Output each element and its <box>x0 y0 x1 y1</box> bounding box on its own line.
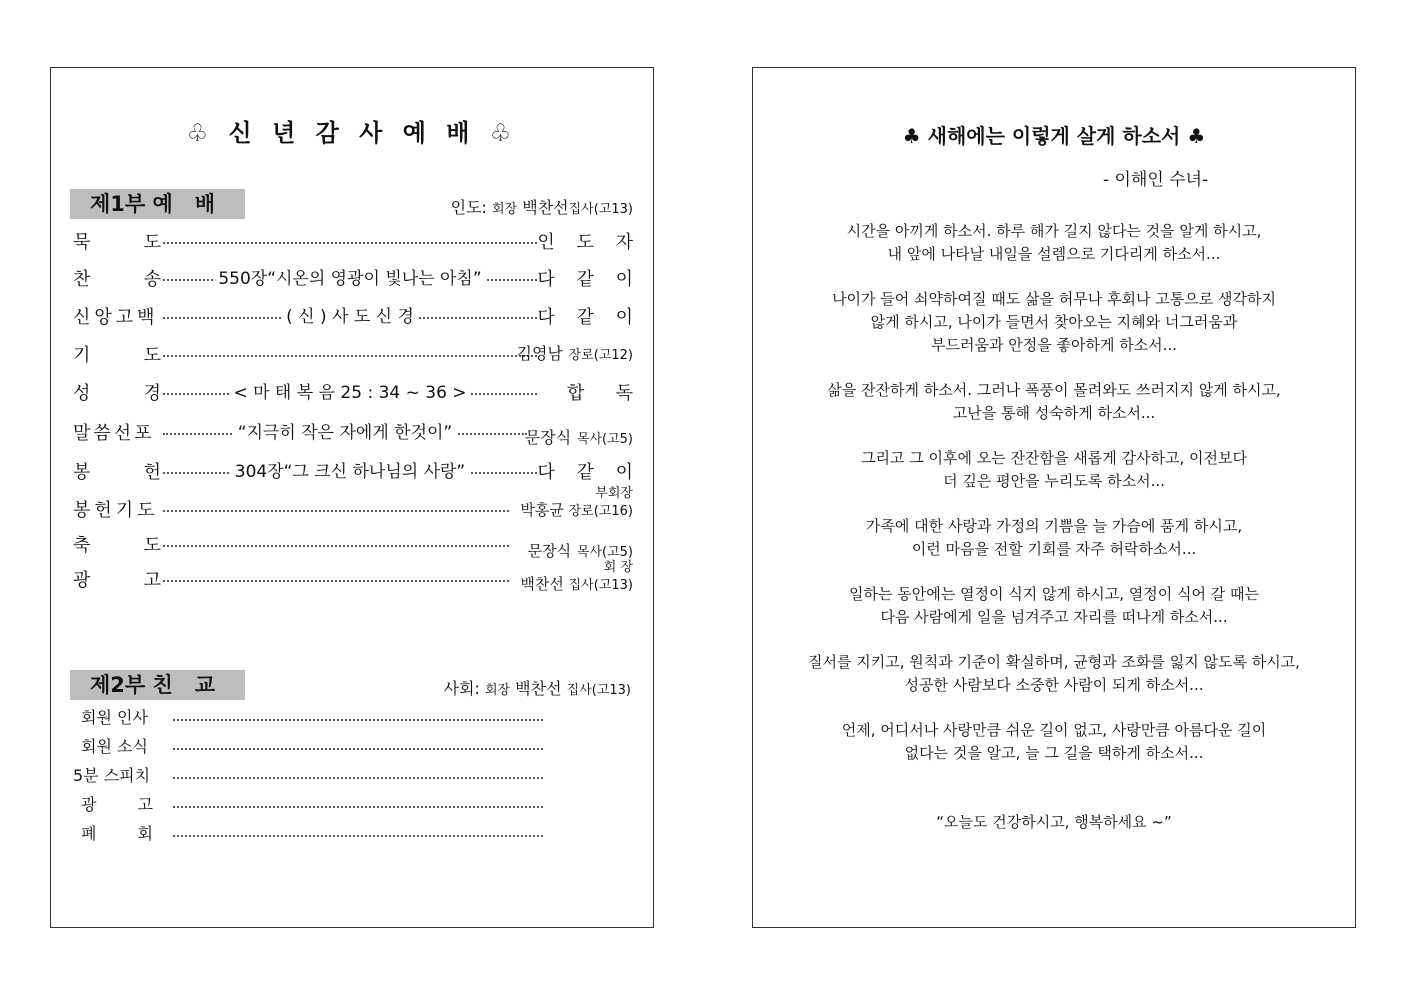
poem-line: 삶을 잔잔하게 하소서. 그러나 폭풍이 몰려와도 쓰러지지 않게 하시고, <box>827 381 1281 399</box>
poem-line: 고난을 통해 성숙하게 하소서... <box>952 404 1156 422</box>
part1-heading: 제1부 예 배 <box>70 189 245 219</box>
poem-paragraph <box>753 288 1355 357</box>
poem-line: 더 깊은 평안을 누리도록 하소서... <box>943 472 1165 490</box>
fellowship-label: 회원 소식 <box>81 737 148 756</box>
poem-closing <box>753 811 1355 834</box>
order-label <box>73 228 161 254</box>
fellowship-row <box>73 821 543 845</box>
order-row-creed <box>73 303 641 329</box>
leader-dots <box>173 777 543 779</box>
poem-paragraph <box>753 220 1355 266</box>
poem-line: 않게 하시고, 나이가 들면서 찾아오는 지혜와 너그러움과 <box>870 313 1238 331</box>
order-row-prayer <box>73 341 633 367</box>
order-right: 부회장 박홍균 장로(고16) <box>520 486 633 519</box>
leader-name: 백찬선 <box>515 679 562 698</box>
part1-leader <box>451 195 633 218</box>
leader-dots <box>163 242 537 244</box>
poem-author: - 이해인 수녀- <box>1103 170 1209 190</box>
order-right: 문장식 목사(고5) <box>524 428 633 447</box>
leader-name: 백찬선 <box>522 198 569 217</box>
poem-line: 그리고 그 이후에 오는 잔잔함을 새롭게 감사하고, 이전보다 <box>861 449 1247 467</box>
order-row-silent-prayer <box>73 228 641 254</box>
poem-paragraph <box>753 515 1355 561</box>
order-row-hymn <box>73 265 641 291</box>
order-label: 기 도 <box>73 345 161 366</box>
label-char: 도 <box>143 232 161 253</box>
order-label: 찬 송 <box>73 269 161 290</box>
leader-title: 집사(고13) <box>568 202 633 217</box>
poem-line: 가족에 대한 사랑과 가정의 기쁨을 늘 가슴에 품게 하시고, <box>865 517 1243 535</box>
poem-line: 나이가 들어 쇠약하여질 때도 삶을 허무나 후회나 고통으로 생각하지 <box>832 290 1276 308</box>
order-middle: < 마 태 복 음 25 : 34 ~ 36 > <box>163 378 537 403</box>
leader-role: 회장 <box>484 683 511 698</box>
order-row-announcement <box>73 560 633 593</box>
leader-role: 회장 <box>492 202 518 217</box>
leader-prefix: 사회: <box>443 679 480 698</box>
poem-line: 내 앞에 나타날 내일을 설렘으로 기다리게 하소서... <box>887 245 1221 263</box>
order-middle: ( 신 ) 사 도 신 경 <box>163 302 537 327</box>
program-page <box>50 67 654 928</box>
order-label: 축 도 <box>73 535 161 556</box>
poem-line: 부드러움과 안정을 좋아하게 하소서... <box>931 336 1177 354</box>
fellowship-label: 광 고 <box>81 795 153 814</box>
poem-paragraph <box>753 651 1355 697</box>
leader-prefix: 인도: <box>450 198 487 217</box>
label-char: 묵 <box>73 232 91 253</box>
order-right: 다 같 이 <box>537 462 641 483</box>
poem-title: ♣ 새해에는 이렇게 살게 하소서 ♣ <box>902 124 1206 148</box>
poem-paragraph <box>753 719 1355 765</box>
poem-line: “오늘도 건강하시고, 행복하세요 ~” <box>936 813 1172 831</box>
order-label: 광 고 <box>73 570 161 591</box>
poem-line: 성공한 사람보다 소중한 사람이 되게 하소서... <box>904 676 1204 694</box>
leader-dots <box>163 355 537 357</box>
poem-line: 없다는 것을 알고, 늘 그 길을 택하게 하소서... <box>904 744 1204 762</box>
leader-dots <box>173 806 543 808</box>
order-row-benediction <box>73 531 633 560</box>
fellowship-row <box>73 763 543 787</box>
fellowship-row <box>73 734 543 758</box>
order-right: 회 장 백찬선 집사(고13) <box>520 560 633 593</box>
order-middle: 550장“시온의 영광이 빛나는 아침” <box>163 264 537 289</box>
poem-page <box>752 67 1356 928</box>
fellowship-row <box>73 792 543 816</box>
order-row-offering-prayer <box>73 486 633 522</box>
poem-paragraph <box>753 379 1355 425</box>
poem-line: 언제, 어디서나 사랑만큼 쉬운 길이 없고, 사랑만큼 아름다운 길이 <box>841 721 1267 739</box>
order-middle: 304장“그 크신 하나님의 사랑” <box>163 457 537 482</box>
order-label: 말씀선포 <box>73 423 155 444</box>
order-right: 문장식 목사(고5) <box>527 542 633 560</box>
order-right: 다 같 이 <box>537 269 641 290</box>
leader-dots <box>163 545 509 547</box>
order-label: 봉헌기도 <box>73 500 159 521</box>
order-right: 김영남 장로(고12) <box>516 344 633 363</box>
order-row-scripture <box>73 379 633 405</box>
fellowship-label: 회원 인사 <box>81 708 148 727</box>
poem-line: 다음 사람에게 일을 넘겨주고 자리를 떠나게 하소서... <box>880 608 1228 626</box>
poem-line: 일하는 동안에는 열정이 식지 않게 하시고, 열정이 식어 갈 때는 <box>849 585 1259 603</box>
fellowship-label: 5분 스피치 <box>73 766 151 785</box>
poem-line: 이런 마음을 전할 기회를 자주 허락하소서... <box>911 540 1197 558</box>
order-middle: “지극히 작은 자에게 한것이” <box>163 418 527 443</box>
leader-dots <box>173 748 543 750</box>
leader-dots <box>163 510 509 512</box>
order-label: 신앙고백 <box>73 307 159 328</box>
poem-line: 질서를 지키고, 원칙과 기준이 확실하며, 균형과 조화를 잃지 않도록 하시고, <box>808 653 1300 671</box>
fellowship-row <box>73 705 543 729</box>
poem-line: 시간을 아끼게 하소서. 하루 해가 길지 않다는 것을 알게 하시고, <box>846 222 1262 240</box>
poem-paragraph <box>753 447 1355 493</box>
order-label: 성 경 <box>73 383 161 404</box>
order-right: 합 독 <box>567 383 633 404</box>
fellowship-label: 폐 회 <box>81 824 153 843</box>
poem-paragraph <box>753 583 1355 629</box>
part2-leader <box>444 676 631 699</box>
leader-dots <box>173 719 543 721</box>
service-title: ♧ 신 년 감 사 예 배 ♧ <box>186 119 518 147</box>
order-right: 다 같 이 <box>537 307 641 328</box>
leader-dots <box>163 580 509 582</box>
order-row-offering <box>73 458 641 484</box>
part2-heading: 제2부 친 교 <box>70 670 245 700</box>
order-row-sermon <box>73 419 633 445</box>
order-label: 봉 헌 <box>73 462 161 483</box>
order-right: 인 도 자 <box>537 232 641 253</box>
leader-title: 집사(고13) <box>566 683 631 698</box>
leader-dots <box>173 835 543 837</box>
